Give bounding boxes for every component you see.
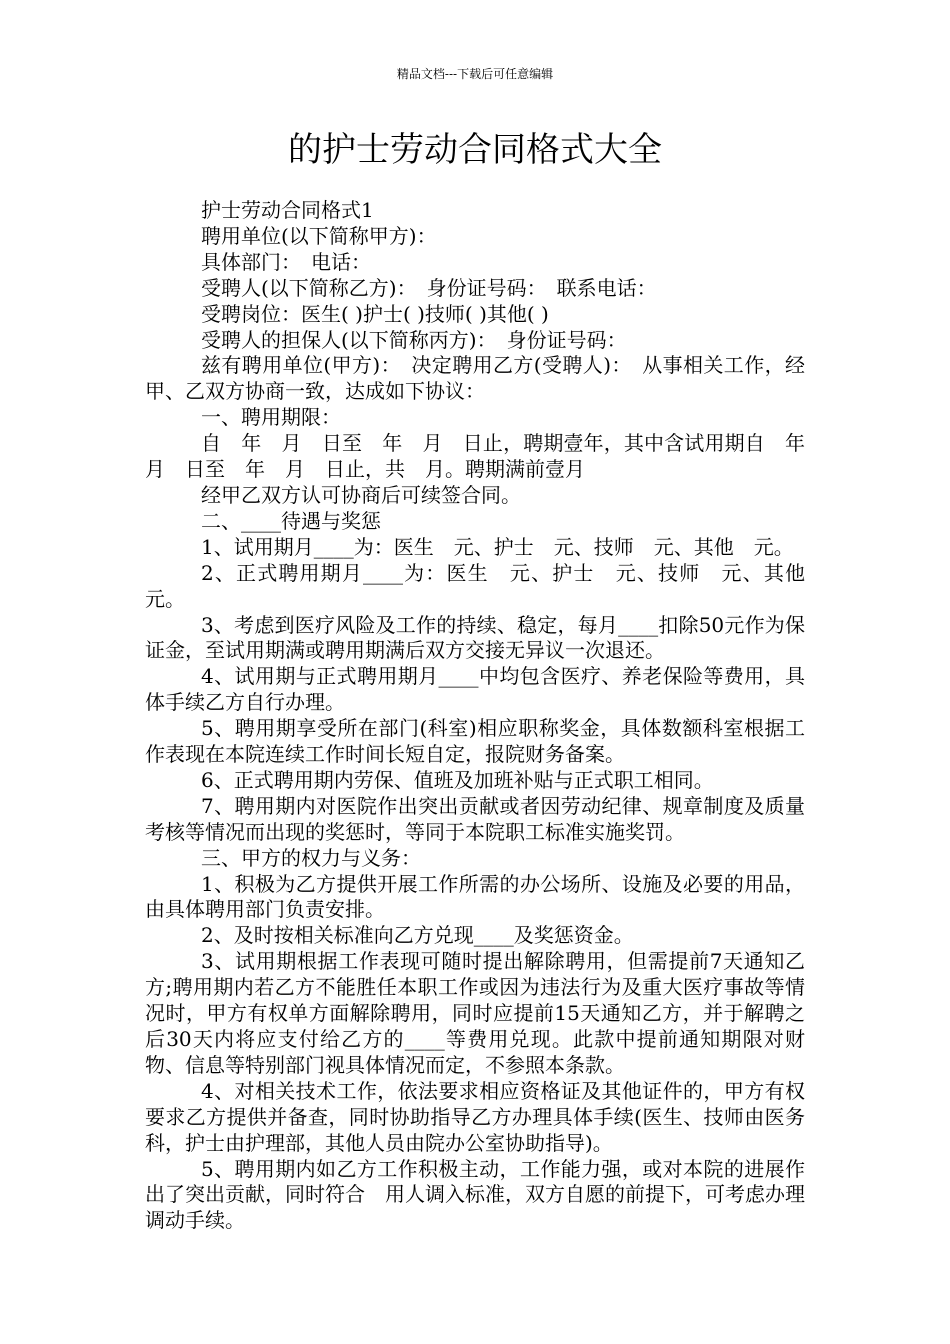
paragraph: 一、聘用期限：	[201, 405, 341, 430]
paragraph: 二、____待遇与奖惩	[201, 508, 381, 533]
paragraph: 具体部门： 电话：	[201, 249, 371, 274]
paragraph: 5、聘用期享受所在部门(科室)相应职称奖金，具体数额科室根据工作表现在本院连续工作时间长短自定，报院财务备案。	[145, 716, 805, 767]
paragraph: 兹有聘用单位(甲方)： 决定聘用乙方(受聘人)： 从事相关工作，经甲、乙双方协商一致，达成如下协议：	[145, 353, 805, 404]
paragraph: 4、试用期与正式聘用期月____中均包含医疗、养老保险等费用，具体手续乙方自行办理。	[145, 664, 805, 715]
paragraph: 4、对相关技术工作，依法要求相应资格证及其他证件的，甲方有权要求乙方提供并备查，同时协助指导乙方办理具体手续(医生、技师由医务科，护士由护理部，其他人员由院办公室协助指导)。	[145, 1078, 805, 1155]
paragraph: 7、聘用期内对医院作出突出贡献或者因劳动纪律、规章制度及质量考核等情况而出现的奖惩时，等同于本院职工标准实施奖罚。	[145, 793, 805, 844]
paragraph: 护士劳动合同格式1	[201, 198, 374, 222]
paragraph: 受聘人的担保人(以下简称丙方)： 身份证号码：	[201, 327, 627, 352]
paragraph: 3、考虑到医疗风险及工作的持续、稳定，每月____扣除50元作为保证金，至试用期满或聘用期满后双方交接无异议一次退还。	[145, 612, 805, 663]
paragraph: 聘用单位(以下简称甲方)：	[201, 223, 437, 248]
paragraph: 自 年 月 日至 年 月 日止，聘期壹年，其中含试用期自 年 月 日至 年 月 日止，共 月。聘期满前壹月	[145, 431, 825, 482]
page-header-watermark: 精品文档---下载后可任意编辑	[396, 67, 554, 81]
paragraph: 5、聘用期内如乙方工作积极主动，工作能力强，或对本院的进展作出了突出贡献，同时符合 用人调入标准，双方自愿的前提下，可考虑办理调动手续。	[145, 1156, 805, 1233]
paragraph: 三、甲方的权力与义务：	[201, 845, 421, 870]
paragraph: 2、及时按相关标准向乙方兑现____及奖惩资金。	[201, 923, 634, 948]
paragraph: 2、正式聘用期月____为：医生 元、护士 元、技师 元、其他 元。	[145, 560, 825, 611]
paragraph: 1、试用期月____为：医生 元、护士 元、技师 元、其他 元。	[201, 534, 794, 559]
paragraph: 6、正式聘用期内劳保、值班及加班补贴与正式职工相同。	[201, 767, 714, 792]
paragraph: 受聘人(以下简称乙方)： 身份证号码： 联系电话：	[201, 275, 657, 300]
paragraph: 经甲乙双方认可协商后可续签合同。	[201, 482, 521, 507]
document-title: 的护士劳动合同格式大全	[288, 130, 662, 170]
paragraph: 1、积极为乙方提供开展工作所需的办公场所、设施及必要的用品，由具体聘用部门负责安排。	[145, 871, 805, 922]
paragraph: 受聘岗位：医生( )护士( )技师( )其他( )	[201, 301, 549, 326]
paragraph: 3、试用期根据工作表现可随时提出解除聘用，但需提前7天通知乙方;聘用期内若乙方不能胜任本职工作或因为违法行为及重大医疗事故等情况时，甲方有权单方面解除聘用，同时应提前15天通知乙方，并于解聘之后30天内将应支付给乙方的____等费用兑现。此款中提前通知期限对财物、信息等特别部门视具体情况而定，不参照本条款。	[145, 949, 805, 1077]
document-body	[145, 198, 825, 1234]
